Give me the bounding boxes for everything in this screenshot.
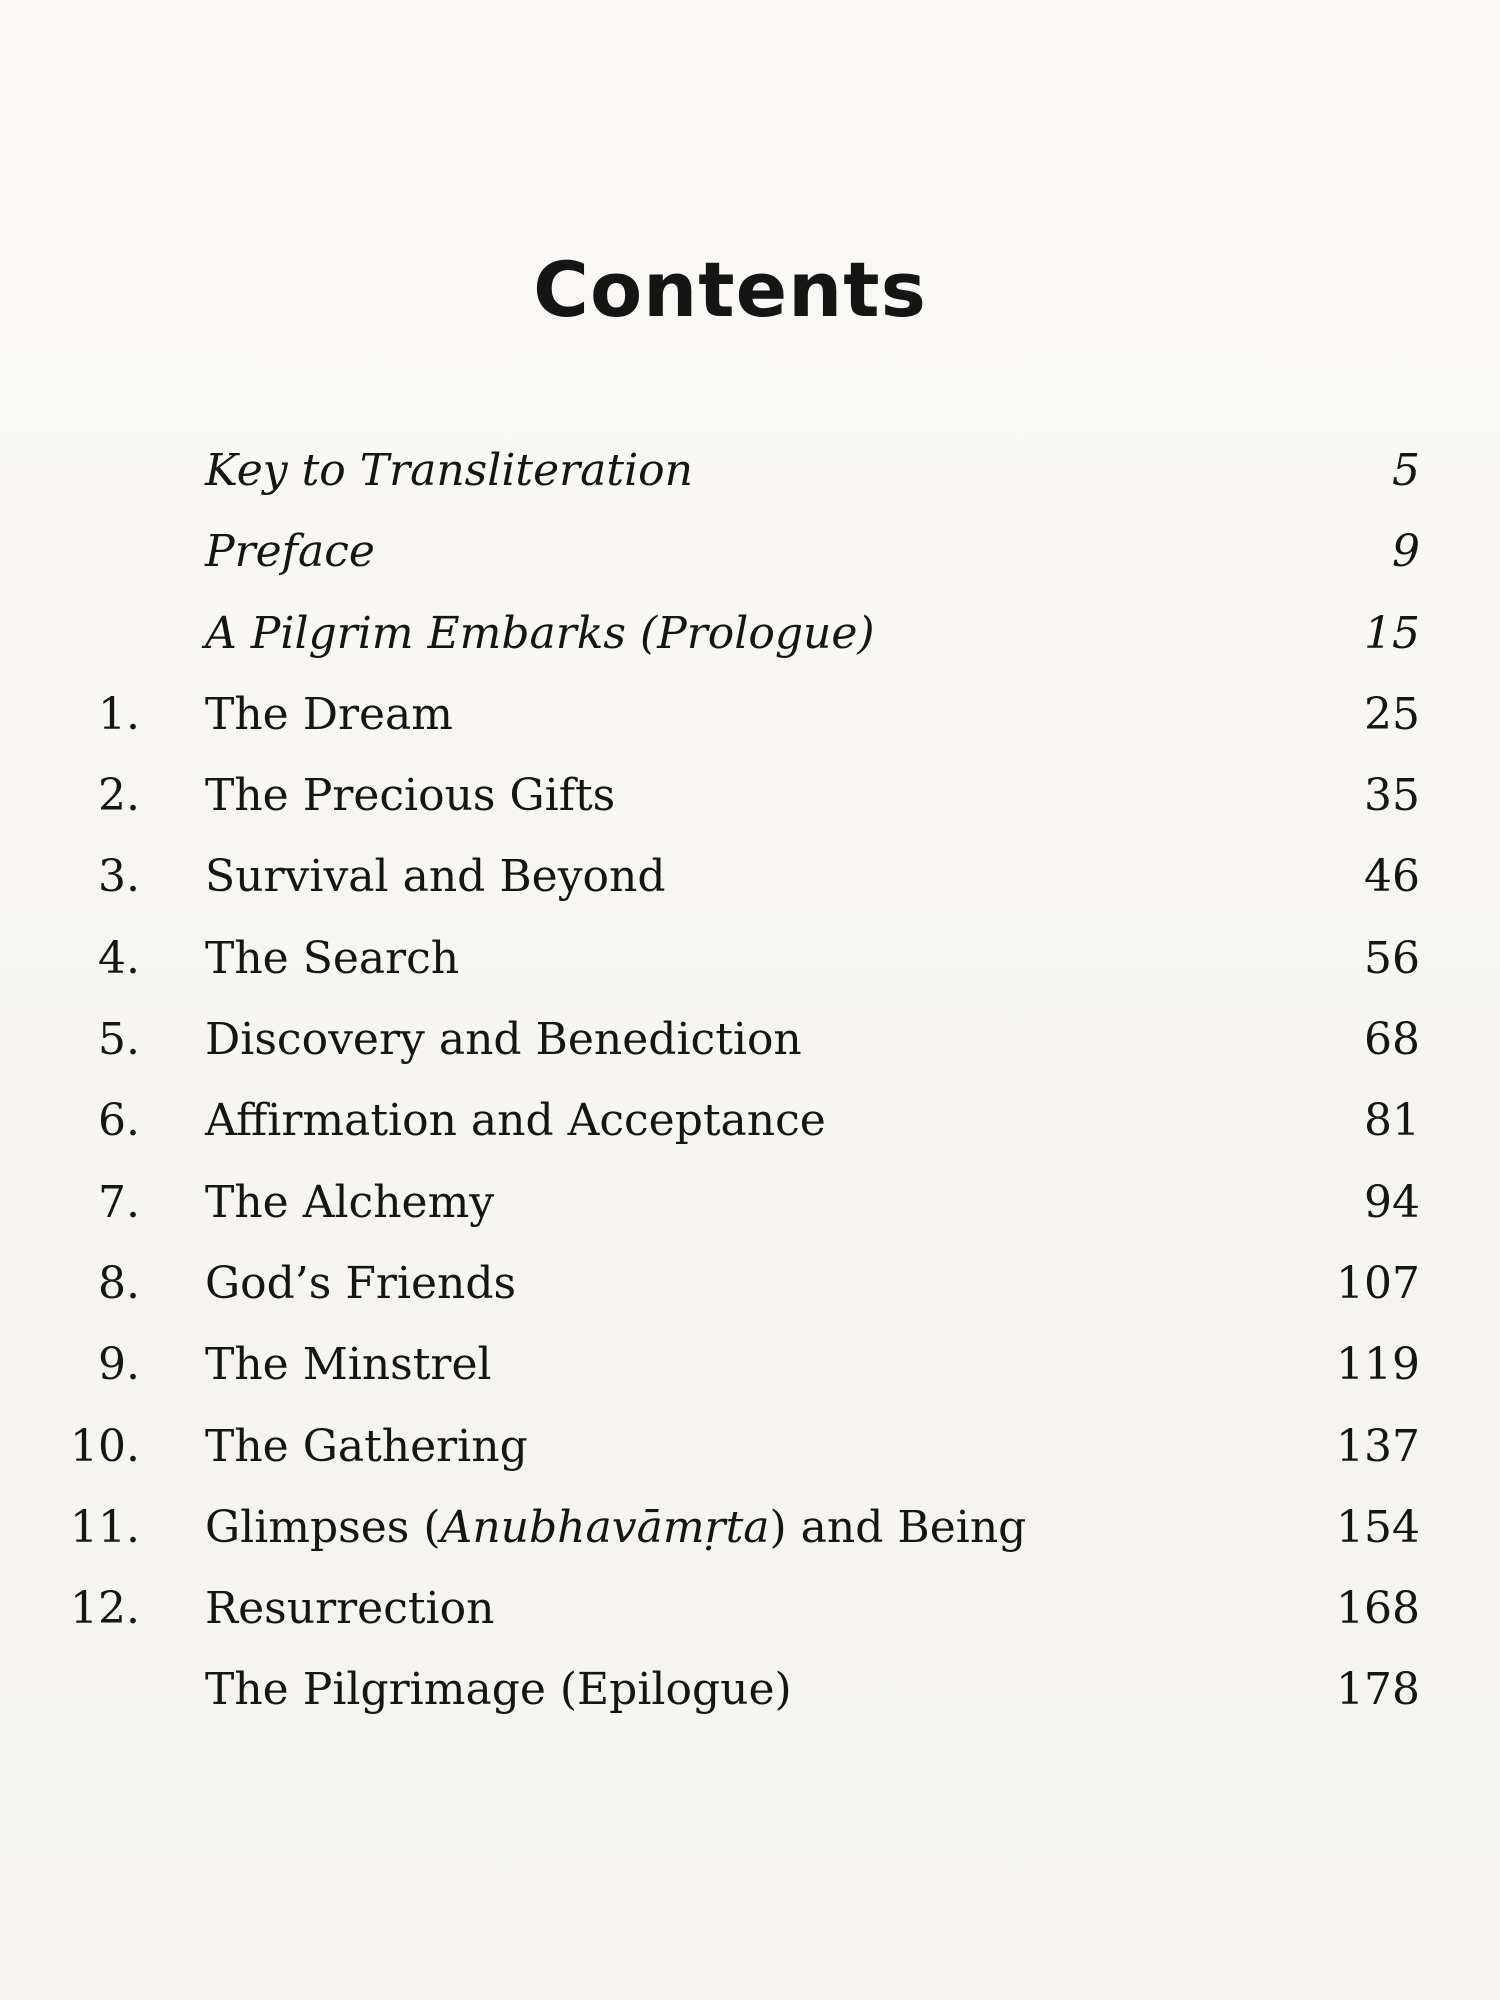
- toc-entry: [40, 1243, 1420, 1324]
- toc-entry-page: 56: [1364, 932, 1420, 984]
- toc-entry-number: 11.: [70, 1501, 140, 1553]
- toc-entry: [40, 674, 1420, 755]
- toc-entry-page: 119: [1336, 1339, 1420, 1391]
- toc-entry-title: God’s Friends: [205, 1257, 517, 1309]
- toc-entry-number: 10.: [70, 1420, 140, 1472]
- toc-entry-title-part: ) and Being: [769, 1501, 1027, 1553]
- toc-entry-title: Key to Transliteration: [205, 445, 693, 496]
- toc-entry-page: 15: [1364, 607, 1420, 659]
- toc-entry-number: 1.: [98, 688, 140, 740]
- toc-entry-number: 6.: [98, 1095, 140, 1147]
- toc-entry-page: 168: [1336, 1583, 1420, 1635]
- toc-entry-page: 94: [1364, 1176, 1420, 1228]
- toc-entry: [40, 1324, 1420, 1405]
- toc-entry-page: 107: [1336, 1257, 1420, 1309]
- toc-entry-title: Discovery and Benediction: [205, 1014, 802, 1066]
- toc-entry-title: A Pilgrim Embarks (Prologue): [205, 607, 875, 659]
- toc-entry-page: 5: [1392, 445, 1420, 496]
- toc-entry: [40, 1649, 1420, 1730]
- toc-entry-title: The Dream: [205, 688, 454, 740]
- toc-entry-page: 137: [1336, 1420, 1420, 1472]
- toc-entry: [40, 1406, 1420, 1487]
- toc-entry: [40, 1080, 1420, 1161]
- toc-entry-title-italic-part: Anubhavāmṛta: [440, 1501, 770, 1553]
- toc-entry-title: Survival and Beyond: [205, 851, 666, 903]
- toc-entry-title: The Precious Gifts: [205, 770, 616, 822]
- toc-entry-page: 46: [1364, 851, 1420, 903]
- toc-entry-title: The Gathering: [205, 1420, 528, 1472]
- toc-entry: [40, 836, 1420, 917]
- toc-entry-title: Preface: [205, 526, 375, 578]
- toc-entry-title: The Pilgrimage (Epilogue): [205, 1664, 792, 1716]
- toc-entry-number: 12.: [70, 1583, 140, 1635]
- toc-entry: [40, 918, 1420, 999]
- toc-entry-title: Affirmation and Acceptance: [205, 1095, 826, 1147]
- toc-entry-page: 81: [1364, 1095, 1420, 1147]
- toc-entry-page: 35: [1364, 770, 1420, 822]
- toc-entry: [40, 1487, 1420, 1568]
- toc-entry-page: 25: [1364, 688, 1420, 740]
- toc-entry-number: 7.: [98, 1176, 140, 1228]
- toc-entry-page: 68: [1364, 1014, 1420, 1066]
- toc-entry: [40, 1162, 1420, 1243]
- toc-entry-title: [205, 1487, 1026, 1568]
- toc-entry: [40, 1568, 1420, 1649]
- toc-entry-number: 2.: [98, 770, 140, 822]
- toc-entry-title: The Alchemy: [205, 1176, 495, 1228]
- toc-entry-title-part: Glimpses (: [205, 1501, 441, 1553]
- toc-entry: [40, 593, 1420, 674]
- toc-entry-page: 154: [1336, 1501, 1420, 1553]
- toc-entry-page: 178: [1336, 1664, 1420, 1716]
- toc-entry-page: 9: [1392, 526, 1420, 578]
- toc-entry-title: Resurrection: [205, 1583, 495, 1635]
- toc-entry-number: 3.: [98, 851, 140, 903]
- toc-entry: [40, 511, 1420, 592]
- toc-entry-number: 9.: [98, 1339, 140, 1391]
- toc-entry-title: The Search: [205, 932, 460, 984]
- toc-entry: [40, 999, 1420, 1080]
- toc-entry-number: 5.: [98, 1014, 140, 1066]
- toc-entry-title: The Minstrel: [205, 1339, 492, 1391]
- page-title: Contents: [533, 245, 927, 334]
- toc-entry: [40, 755, 1420, 836]
- table-of-contents: [40, 430, 1420, 1731]
- toc-entry-number: 4.: [98, 932, 140, 984]
- toc-entry: [40, 430, 1420, 511]
- toc-entry-number: 8.: [98, 1257, 140, 1309]
